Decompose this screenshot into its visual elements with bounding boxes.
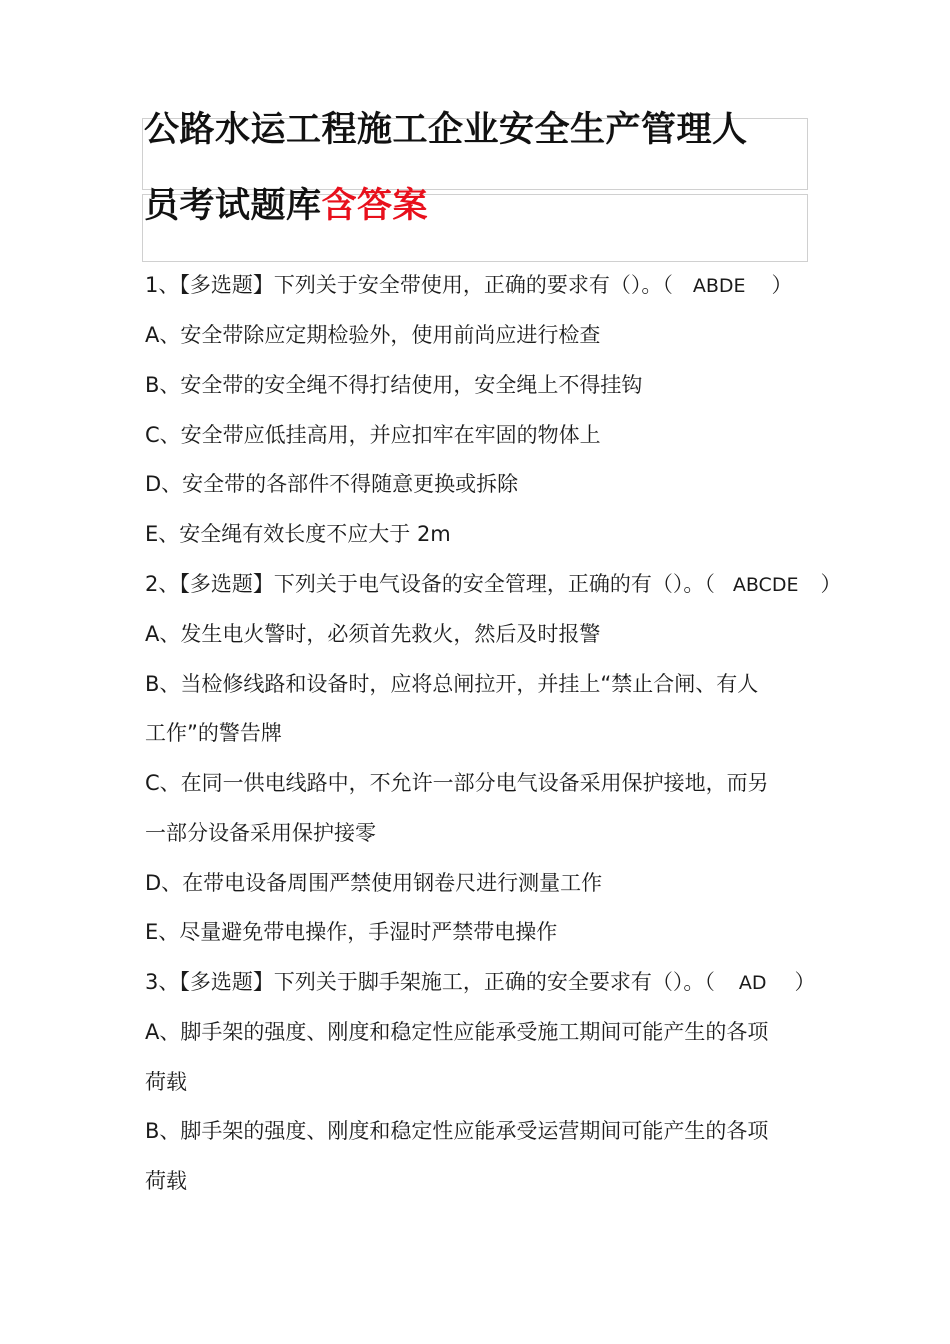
question-3-stem [145, 967, 816, 998]
question-3-option-a-line-1: A、脚手架的强度、刚度和稳定性应能承受施工期间可能产生的各项 [145, 1020, 769, 1044]
document-title-black: 员考试题库 [144, 186, 322, 226]
question-2-option-c-line-1: C、在同一供电线路中，不允许一部分电气设备采用保护接地，而另 [145, 771, 769, 795]
question-answer: ABCDE [732, 574, 799, 596]
question-stem-text: 3、【多选题】下列关于脚手架施工，正确的安全要求有（）。（ [145, 970, 715, 994]
question-close-paren: ） [820, 572, 842, 596]
question-2-option-b-line-1: B、当检修线路和设备时，应将总闸拉开，并挂上“禁止合闸、有人 [145, 672, 759, 696]
question-1-stem [145, 270, 793, 301]
question-2-option-c-line-2: 一部分设备采用保护接零 [145, 821, 376, 845]
question-stem-text: 2、【多选题】下列关于电气设备的安全管理，正确的有（）。（ [145, 572, 715, 596]
question-3-option-b-line-1: B、脚手架的强度、刚度和稳定性应能承受运营期间可能产生的各项 [145, 1119, 769, 1143]
document-title-line-1: 公路水运工程施工企业安全生产管理人 [144, 110, 748, 150]
question-2-stem [145, 569, 841, 600]
question-1-option-e: E、安全绳有效长度不应大于 2m [145, 522, 451, 546]
question-1-option-b: B、安全带的安全绳不得打结使用，安全绳上不得挂钩 [145, 373, 643, 397]
question-3-option-a-line-2: 荷载 [145, 1070, 187, 1094]
question-answer: AD [738, 972, 767, 994]
document-title-red: 含答案 [321, 186, 429, 226]
question-2-option-d: D、在带电设备周围严禁使用钢卷尺进行测量工作 [145, 871, 603, 895]
question-2-option-b-line-2: 工作”的警告牌 [145, 721, 282, 745]
question-answer: ABDE [692, 275, 746, 297]
question-stem-text: 1、【多选题】下列关于安全带使用，正确的要求有（）。（ [145, 273, 673, 297]
question-1-option-a: A、安全带除应定期检验外，使用前尚应进行检查 [145, 323, 601, 347]
question-close-paren: ） [794, 970, 816, 994]
question-1-option-d: D、安全带的各部件不得随意更换或拆除 [145, 472, 519, 496]
question-2-option-e: E、尽量避免带电操作，手湿时严禁带电操作 [145, 920, 558, 944]
document-title-line-2 [144, 186, 428, 226]
question-close-paren: ） [771, 273, 793, 297]
question-1-option-c: C、安全带应低挂高用，并应扣牢在牢固的物体上 [145, 423, 601, 447]
question-3-option-b-line-2: 荷载 [145, 1169, 187, 1193]
question-2-option-a: A、发生电火警时，必须首先救火，然后及时报警 [145, 622, 601, 646]
